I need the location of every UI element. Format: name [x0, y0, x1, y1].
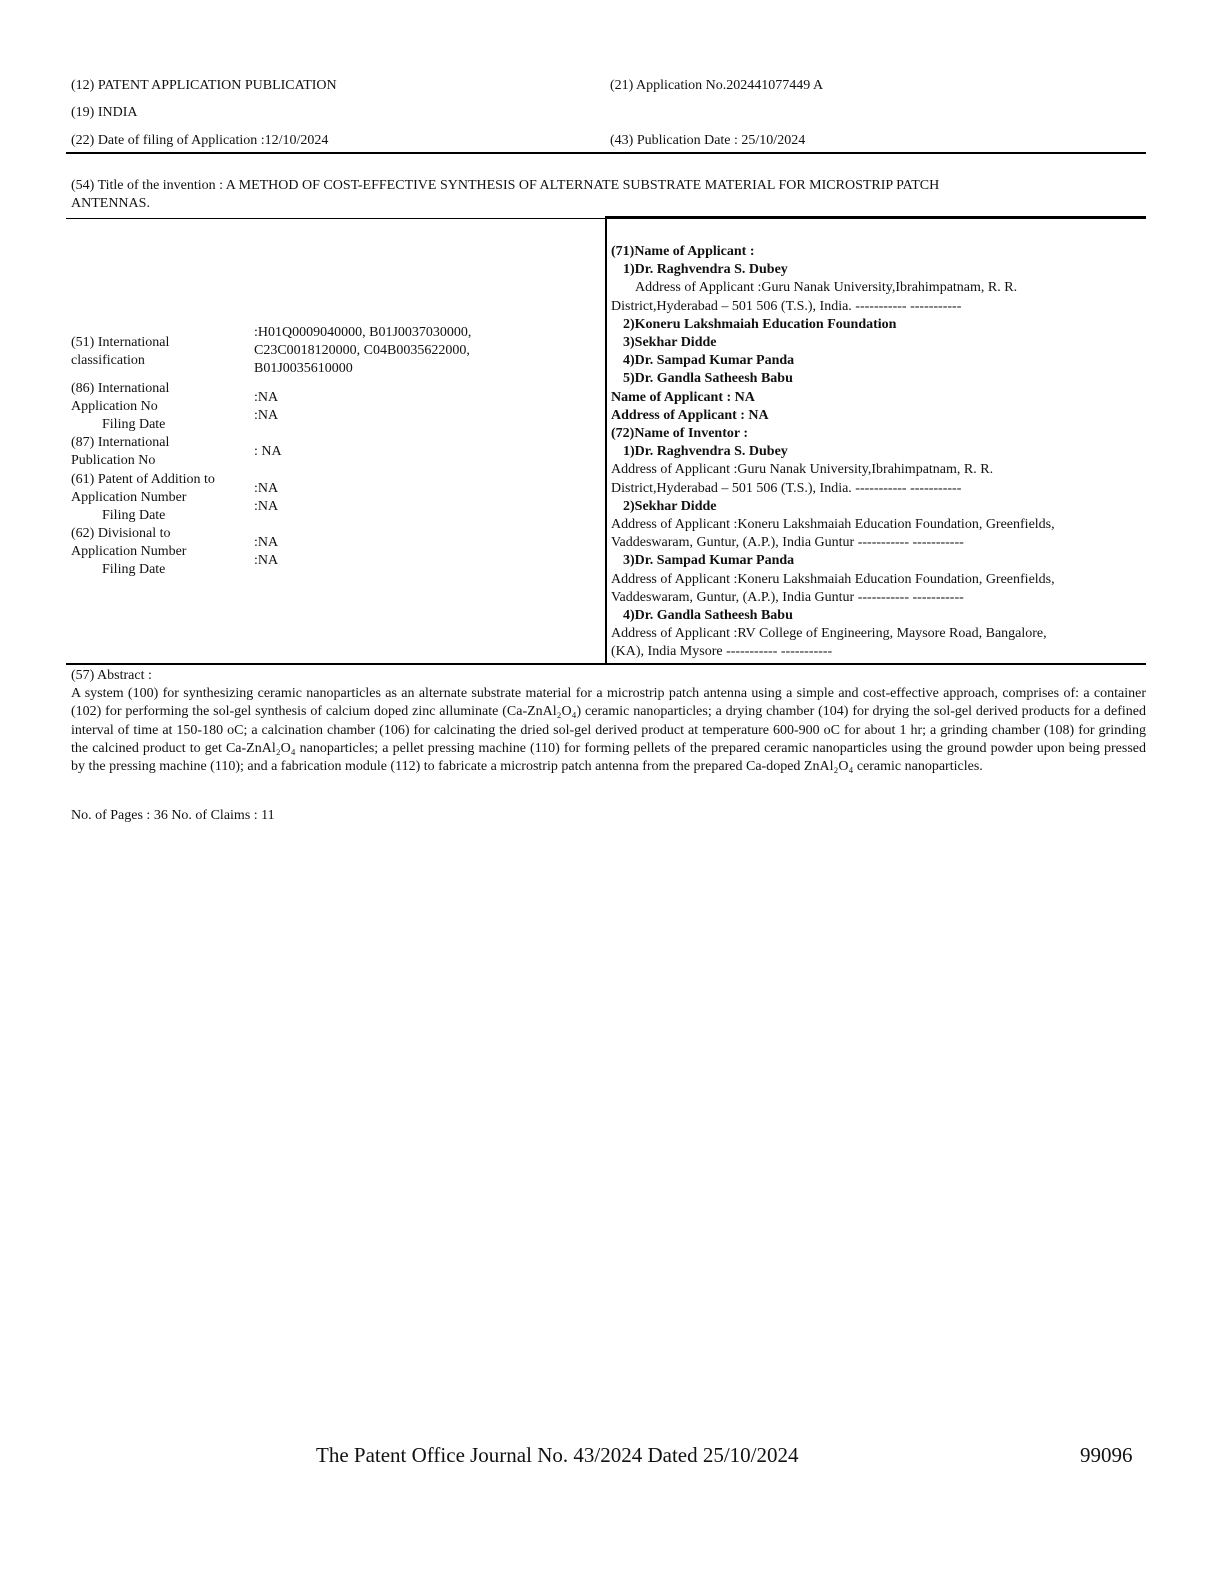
inventor-3: 3)Dr. Sampad Kumar Panda [623, 553, 795, 569]
table-divider [605, 216, 607, 664]
field-61-value: :NA :NA [254, 481, 279, 514]
pages-claims: No. of Pages : 36 No. of Claims : 11 [71, 808, 275, 823]
inventor-2-address: Address of Applicant :Koneru Lakshmaiah Education Foundation, Greenfields, [611, 517, 1055, 533]
filing-date: (22) Date of filing of Application :12/10/2024 [71, 133, 329, 148]
inventor-2: 2)Sekhar Didde [623, 498, 717, 514]
inventor-4-address: Address of Applicant :RV College of Engineering, Maysore Road, Bangalore, [611, 626, 1047, 642]
applicant-1-address: Address of Applicant :Guru Nanak University,Ibrahimpatnam, R. R. [635, 280, 1018, 296]
inventor-1-address-cont: District,Hyderabad – 501 506 (T.S.), India. ----------- ----------- [611, 480, 962, 496]
header-rule [66, 152, 1146, 154]
field-87-label: (87) International Publication No [71, 435, 170, 468]
inventor-heading: (72)Name of Inventor : [611, 426, 748, 442]
table-bottom-rule [66, 663, 1146, 665]
applicant-4: 4)Dr. Sampad Kumar Panda [623, 353, 795, 369]
abstract-section [71, 667, 1146, 776]
applicant-5: 5)Dr. Gandla Satheesh Babu [623, 371, 793, 387]
publication-type: (12) PATENT APPLICATION PUBLICATION [71, 78, 337, 93]
field-51-label: (51) International classification [71, 335, 170, 368]
title-line-1: (54) Title of the invention : A METHOD OF COST-EFFECTIVE SYNTHESIS OF ALTERNATE SUBSTRATE MATERIAL FOR MICROSTRIP PATCH [71, 178, 940, 193]
applicant-heading: (71)Name of Applicant : [611, 244, 755, 259]
title-line-2: ANTENNAS. [71, 196, 150, 211]
application-number: (21) Application No.202441077449 A [610, 78, 824, 93]
field-86-value: :NA :NA [254, 390, 279, 423]
inventor-2-address-cont: Vaddeswaram, Guntur, (A.P.), India Guntur ----------- ----------- [611, 535, 964, 551]
applicant-1-address-cont: District,Hyderabad – 501 506 (T.S.), India. ----------- ----------- [611, 298, 962, 314]
inventor-3-address: Address of Applicant :Koneru Lakshmaiah Education Foundation, Greenfields, [611, 571, 1055, 587]
field-86-label: (86) International Application No Filing Date [71, 381, 170, 432]
abstract-text: A system (100) for synthesizing ceramic nanoparticles as an alternate substrate material for a microstrip patch antenna using a simple and cost-effective approach, comprises of: a container (102) for performing the sol-gel synthesis of calcium doped zinc alluminate (Ca-ZnAl₂O₄) ceramic nanoparticles; a drying chamber (104) for drying the sol-gel derived products for a defined interval of time at 150-180 oC; a calcination chamber (106) for calcinating the dried sol-gel derived product at temperature 600-900 oC for about 1 hr; a grinding chamber (108) for grinding the calcined product to get Ca-ZnAl₂O₄ nanoparticles; a pellet pressing machine (110) for forming pellets of the prepared ceramic nanoparticles using the ground powder upon being pressed by the pressing machine (110); and a fabrication module (112) to fabricate a microstrip patch antenna from the prepared Ca-doped ZnAl₂O₄ ceramic nanoparticles. [71, 686, 1146, 775]
inventor-1: 1)Dr. Raghvendra S. Dubey [623, 444, 788, 460]
field-62-value: :NA :NA [254, 535, 279, 568]
abstract-heading: (57) Abstract : [71, 668, 152, 683]
inventor-1-address: Address of Applicant :Guru Nanak University,Ibrahimpatnam, R. R. [611, 462, 994, 478]
publication-date: (43) Publication Date : 25/10/2024 [610, 133, 806, 148]
applicant-inventor-block [611, 243, 1141, 662]
page-number: 99096 [1080, 1443, 1133, 1467]
field-61-label: (61) Patent of Addition to Application Number Filing Date [71, 472, 215, 523]
applicant-name-na: Name of Applicant : NA [611, 389, 755, 405]
field-62-label: (62) Divisional to Application Number Filing Date [71, 526, 187, 577]
country: (19) INDIA [71, 105, 138, 120]
applicant-1: 1)Dr. Raghvendra S. Dubey [623, 262, 788, 278]
inventor-4: 4)Dr. Gandla Satheesh Babu [623, 608, 793, 624]
table-top-rule-right [606, 216, 1146, 219]
field-51-value: :H01Q0009040000, B01J0037030000, C23C0018120000, C04B0035622000, B01J0035610000 [254, 325, 472, 376]
applicant-3: 3)Sekhar Didde [623, 335, 717, 351]
applicant-address-na: Address of Applicant : NA [611, 407, 769, 423]
inventor-3-address-cont: Vaddeswaram, Guntur, (A.P.), India Guntur ----------- ----------- [611, 589, 964, 605]
journal-footer: The Patent Office Journal No. 43/2024 Dated 25/10/2024 [316, 1443, 799, 1467]
invention-title [71, 177, 1131, 213]
field-87-value: : NA [254, 444, 282, 459]
applicant-2: 2)Koneru Lakshmaiah Education Foundation [623, 316, 897, 332]
inventor-4-address-cont: (KA), India Mysore ----------- ----------- [611, 644, 833, 660]
